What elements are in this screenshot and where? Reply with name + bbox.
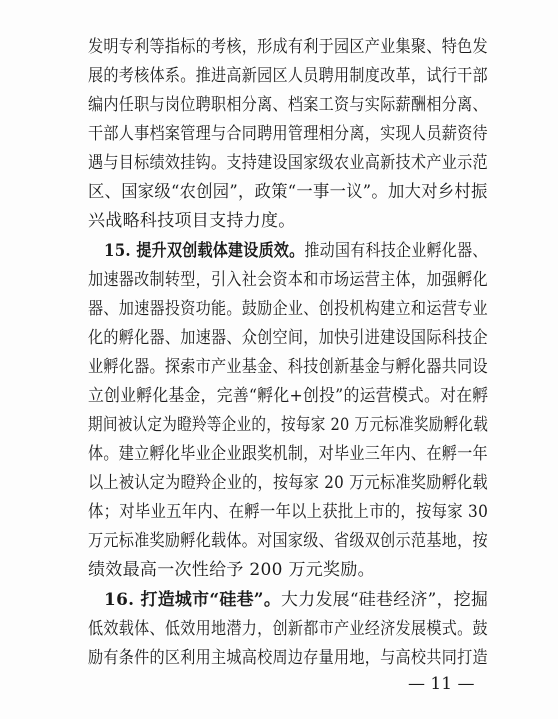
section-16-heading: 16. 打造城市“硅巷”。 [104,590,282,610]
paragraph-line: 编内任职与岗位聘职相分离、档案工资与实际薪酬相分离、 [88,95,488,115]
paragraph-line: 加速器改制转型，引入社会资本和市场运营主体，加强孵化 [88,270,488,290]
paragraph-line: 低效载体、低效用地潜力，创新都市产业经济发展模式。鼓 [88,619,488,639]
section-15-heading: 15. 提升双创载体建设质效。 [104,241,305,261]
paragraph-line: 区、国家级“农创园”，政策“一事一议”。加大对乡村振 [88,182,488,202]
paragraph-line: 期间被认定为瞪羚等企业的，按每家 20 万元标准奖励孵化载 [88,415,489,435]
paragraph-line: 体。建立孵化毕业企业跟奖机制，对毕业三年内、在孵一年 [88,444,488,464]
paragraph-line: 干部人事档案管理与合同聘用管理相分离，实现人员薪资待 [88,124,488,144]
paragraph-line: 以上被认定为瞪羚企业的，按每家 20 万元标准奖励孵化载 [88,473,488,493]
paragraph-line: 展的考核体系。推进高新园区人员聘用制度改革，试行干部 [88,66,488,86]
paragraph-line: 业孵化器。探索市产业基金、科技创新基金与孵化器共同设 [88,357,488,377]
section-16-first-line [104,588,488,612]
paragraph-line: 绩效最高一次性给予 200 万元奖励。 [88,560,375,580]
paragraph-line: 兴战略科技项目支持力度。 [88,211,296,231]
section-15-first-line [104,239,488,263]
paragraph-line: 器、加速器投资功能。鼓励企业、创投机构建立和运营专业 [88,299,488,319]
paragraph-line: 体；对毕业五年内、在孵一年以上获批上市的，按每家 30 [88,502,489,522]
paragraph-line: 立创业孵化基金，完善“孵化+创投”的运营模式。对在孵 [88,386,489,406]
section-16-text: 大力发展“硅巷经济”，挖掘 [281,590,489,610]
paragraph-line: 发明专利等指标的考核，形成有利于园区产业集聚、特色发 [88,37,488,57]
paragraph-line: 万元标准奖励孵化载体。对国家级、省级双创示范基地，按 [88,531,488,551]
paragraph-line: 励有条件的区利用主城高校周边存量用地，与高校共同打造 [88,648,488,668]
paragraph-line: 化的孵化器、加速器、众创空间，加快引进建设国际科技企 [88,328,488,348]
paragraph-line: 遇与目标绩效挂钩。支持建设国家级农业高新技术产业示范 [88,153,488,173]
section-15-text: 推动国有科技企业孵化器、 [304,241,488,261]
page-number: — 11 — [408,674,475,694]
